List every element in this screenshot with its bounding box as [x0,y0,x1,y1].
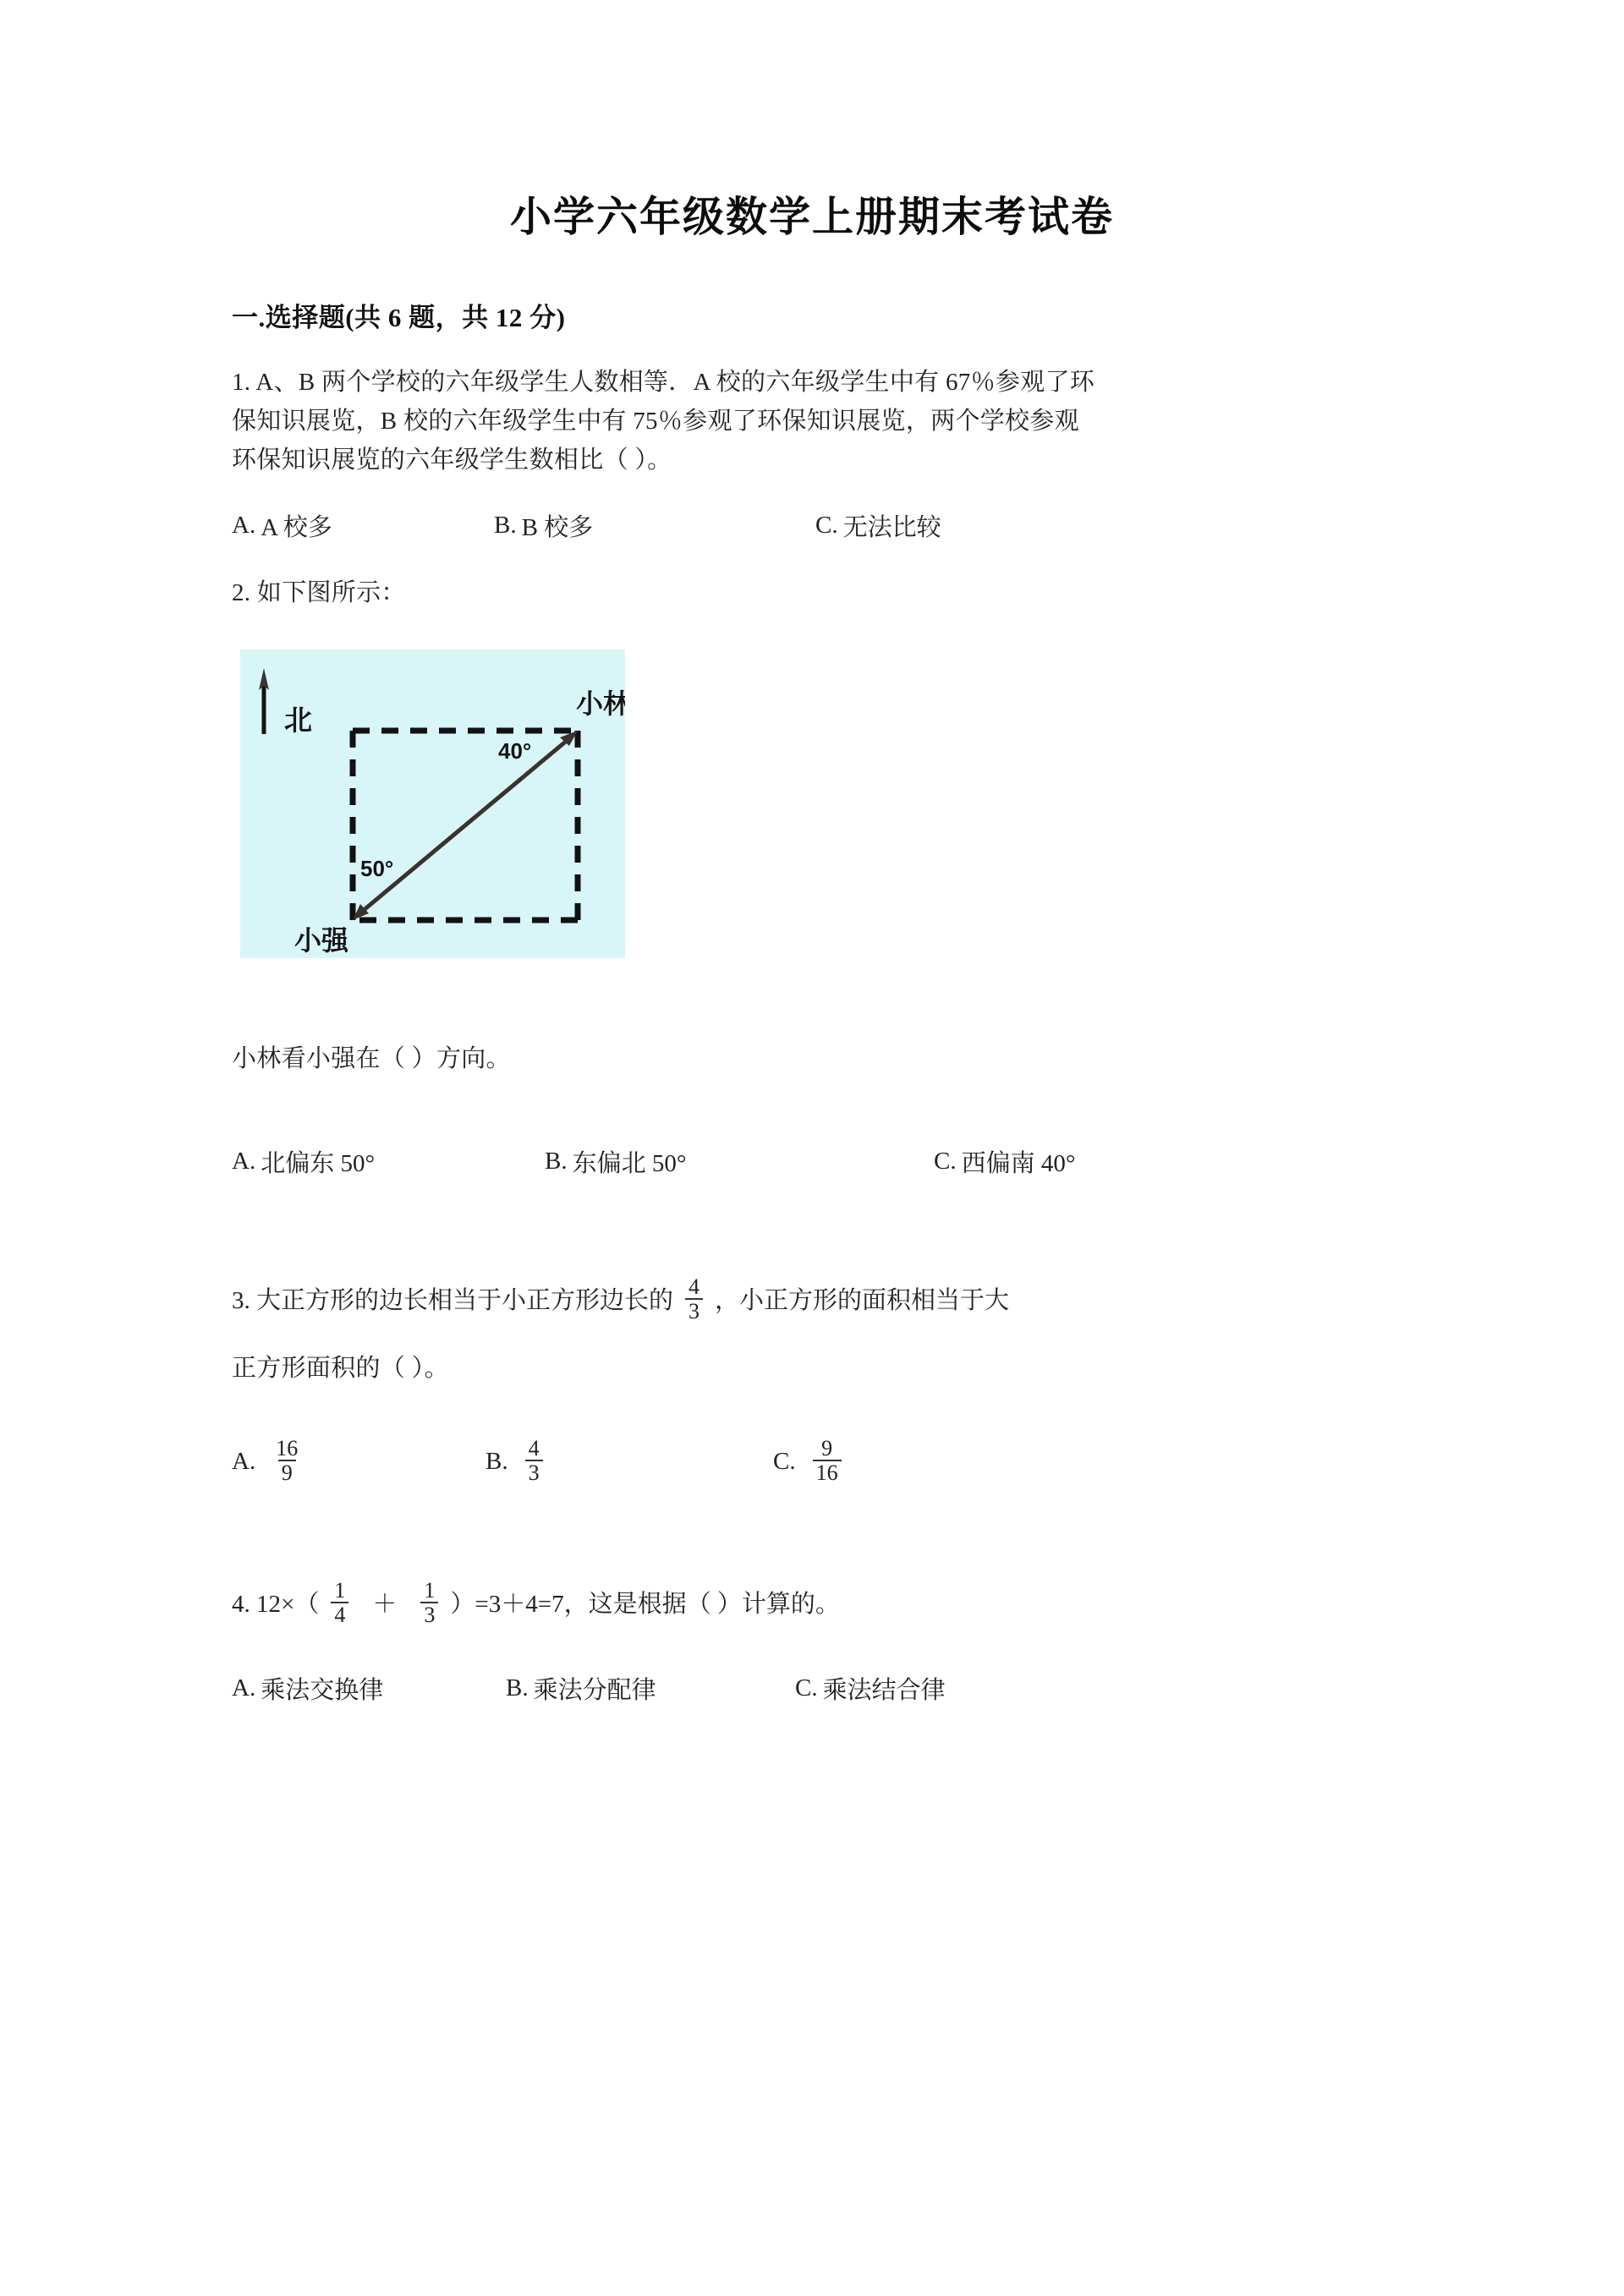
label-xiaolin: 小林 [576,688,625,719]
question-1-line-3: 环保知识展览的六年级学生数相比（ ）。 [232,447,672,474]
option-c-fraction [813,1437,842,1485]
question-1 [232,334,1404,543]
fraction-numerator: 1 [424,1578,436,1603]
question-1-line-2: 保知识展览，B 校的六年级学生中有 75％参观了环保知识展览，两个学校参观 [232,408,1079,435]
question-4-options [232,1671,1404,1706]
option-b-text: 东偏北 50° [572,1150,687,1177]
question-1-option-b[interactable] [494,508,815,543]
fraction-denominator: 3 [685,1298,703,1323]
angle-label-50: 50° [360,856,394,881]
option-b-fraction [525,1437,543,1485]
fraction-numerator: 4 [689,1274,700,1299]
fraction-denominator: 3 [525,1460,543,1484]
north-label: 北 [284,706,312,737]
angle-label-40: 40° [498,738,532,764]
question-1-options [232,508,1404,543]
option-c-label: C. [934,1148,957,1175]
option-b-label: B. [486,1448,508,1476]
option-a-label: A. [232,1674,256,1701]
question-3-option-a[interactable] [232,1435,486,1487]
diagram-background [240,649,625,958]
question-3-line-1 [232,1274,1404,1325]
option-a-label: A. [232,1148,256,1175]
option-a-fraction [272,1437,301,1485]
question-2-prompt: 小林看小强在（ ）方向。 [232,1045,511,1072]
option-a-text: 乘法交换律 [261,1676,384,1704]
page-title: 小学六年级数学上册期末考试卷 [509,194,1114,240]
fraction-numerator: 9 [821,1435,833,1460]
option-c-label: C. [773,1448,796,1476]
question-3-inline-fraction [685,1275,703,1323]
option-b-label: B. [506,1674,529,1701]
question-4-operator: ＋ [372,1591,398,1619]
option-a-label: A. [232,1448,256,1476]
question-3-line-2: 正方形面积的（ ）。 [232,1354,449,1382]
question-4-text-part1: 4. 12×（ [232,1591,320,1619]
option-c-text: 乘法结合律 [822,1676,946,1704]
label-xiaoqiang: 小强 [294,925,349,956]
section-heading-choice: 一.选择题(共 6 题，共 12 分) [232,303,566,332]
option-b-text: 乘法分配律 [533,1676,656,1704]
question-4-fraction-2 [420,1579,438,1627]
question-1-line-1: 1. A、B 两个学校的六年级学生人数相等．A 校的六年级学生中有 67％参观了环 [232,369,1095,396]
fraction-numerator: 16 [276,1435,299,1460]
option-c-label: C. [815,512,838,539]
fraction-denominator: 16 [813,1460,842,1484]
question-2-option-b[interactable] [545,1144,934,1179]
option-a-text: 北偏东 50° [261,1150,376,1177]
question-4-text-part2: ）=3＋4=7，这是根据（ ）计算的。 [450,1591,840,1619]
direction-diagram [240,649,625,958]
question-2-stem: 2. 如下图所示： [232,579,406,606]
document-body [220,296,1404,1706]
option-a-label: A. [232,512,256,539]
option-c-text: 西偏南 40° [961,1150,1076,1177]
option-c-text: 无法比较 [842,514,941,541]
question-3-options [232,1435,1404,1487]
question-2-options [232,1144,1404,1179]
question-3-text-after: ，小正方形的面积相当于大 [715,1287,1010,1315]
question-4-option-a[interactable] [232,1671,506,1706]
question-3-option-c[interactable] [773,1435,853,1487]
option-a-text: A 校多 [261,514,332,541]
question-3 [232,1179,1404,1486]
fraction-denominator: 4 [331,1602,348,1626]
question-2-option-c[interactable] [934,1144,1075,1179]
question-1-option-c[interactable] [815,508,941,543]
question-3-text-before: 3. 大正方形的边长相当于小正方形边长的 [232,1287,674,1315]
option-b-label: B. [545,1148,568,1175]
question-4-option-c[interactable] [795,1671,946,1706]
question-4-line-1 [232,1578,1404,1629]
option-c-label: C. [795,1674,818,1701]
fraction-denominator: 3 [420,1602,438,1626]
question-4-fraction-1 [331,1579,348,1627]
direction-diagram-svg [240,649,625,958]
question-3-option-b[interactable] [486,1435,773,1487]
question-4 [232,1486,1404,1706]
question-4-option-b[interactable] [506,1671,795,1706]
question-1-option-a[interactable] [232,508,494,543]
fraction-numerator: 4 [528,1435,540,1460]
question-2-option-a[interactable] [232,1144,545,1179]
fraction-numerator: 1 [334,1578,346,1603]
question-2-figure-wrap [240,649,1404,958]
option-b-text: B 校多 [521,514,594,541]
fraction-denominator: 9 [278,1460,296,1484]
option-b-label: B. [494,512,517,539]
question-2 [232,543,1404,1179]
